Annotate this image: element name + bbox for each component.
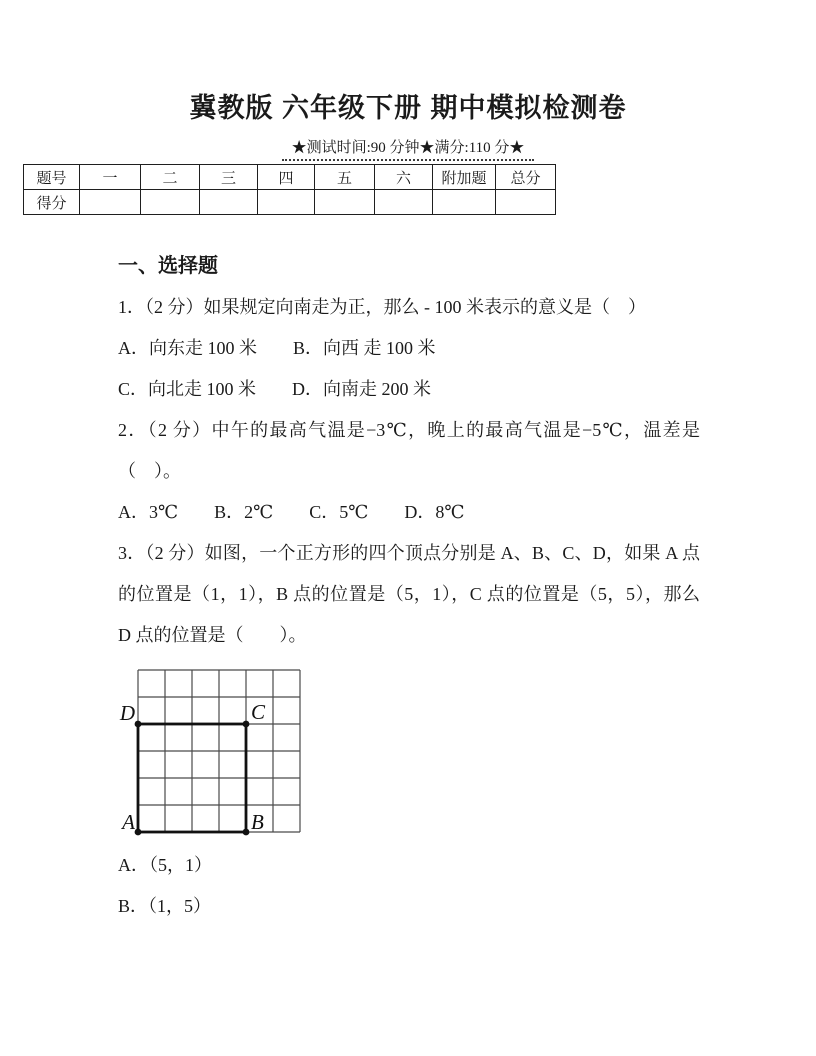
score-table-cell: 三 — [200, 165, 258, 190]
question-1-options-ab: A．向东走 100 米 B．向西 走 100 米 — [118, 338, 436, 358]
corner-dot-c — [243, 721, 250, 728]
score-table-cell: 五 — [315, 165, 375, 190]
question-2-text-line1: 2．（2 分）中午的最高气温是−3℃，晚上的最高气温是−5℃，温差是 — [118, 420, 700, 440]
corner-dot-b — [243, 829, 250, 836]
score-cell-empty — [141, 190, 200, 215]
score-table-cell: 总分 — [496, 165, 556, 190]
question-3-text-line1: 3．（2 分）如图，一个正方形的四个顶点分别是 A、B、C、D，如果 A 点 — [118, 543, 700, 563]
exam-info-line: ★测试时间:90 分钟★满分:110 分★ — [282, 140, 535, 161]
question-body — [118, 287, 700, 927]
question-3-option-b: B．（1，5） — [118, 896, 212, 916]
grid-lines — [138, 670, 300, 832]
score-cell-empty — [200, 190, 258, 215]
score-cell-empty — [315, 190, 375, 215]
point-label-c: C — [251, 700, 266, 724]
subtitle-row — [0, 139, 816, 161]
question-2-options: A．3℃ B．2℃ C．5℃ D．8℃ — [118, 502, 465, 522]
corner-dot-a — [135, 829, 142, 836]
section-one-heading: 一、选择题 — [118, 255, 218, 277]
score-cell-empty — [496, 190, 556, 215]
score-table-cell: 题号 — [24, 165, 80, 190]
point-label-a: A — [122, 810, 135, 834]
score-table-cell: 六 — [375, 165, 433, 190]
score-cell-empty — [80, 190, 141, 215]
point-label-d: D — [119, 701, 135, 725]
score-table-cell: 附加题 — [433, 165, 496, 190]
page-title: 冀教版 六年级下册 期中模拟检测卷 — [189, 93, 627, 123]
score-row-label: 得分 — [24, 190, 80, 215]
question-2-text-line2: （ ）。 — [118, 461, 181, 481]
point-label-b: B — [251, 810, 264, 834]
question-3-option-a: A．（5，1） — [118, 855, 212, 875]
score-cell-empty — [375, 190, 433, 215]
question-3-text-line3: D 点的位置是（ ）。 — [118, 625, 307, 645]
score-table-cell: 二 — [141, 165, 200, 190]
score-cell-empty — [258, 190, 315, 215]
score-table-cell: 四 — [258, 165, 315, 190]
corner-dot-d — [135, 721, 142, 728]
question-1-text: 1．（2 分）如果规定向南走为正，那么 - 100 米表示的意义是（ ） — [118, 297, 646, 317]
question-3-text-line2: 的位置是（1，1），B 点的位置是（5，1），C 点的位置是（5，5），那么 — [118, 584, 700, 604]
score-cell-empty — [433, 190, 496, 215]
score-table-score-row — [24, 190, 556, 215]
score-table-cell: 一 — [80, 165, 141, 190]
question-1-options-cd: C．向北走 100 米 D．向南走 200 米 — [118, 379, 432, 399]
score-table — [23, 164, 556, 215]
score-table-header-row — [24, 165, 556, 190]
square-grid-figure — [110, 660, 310, 845]
